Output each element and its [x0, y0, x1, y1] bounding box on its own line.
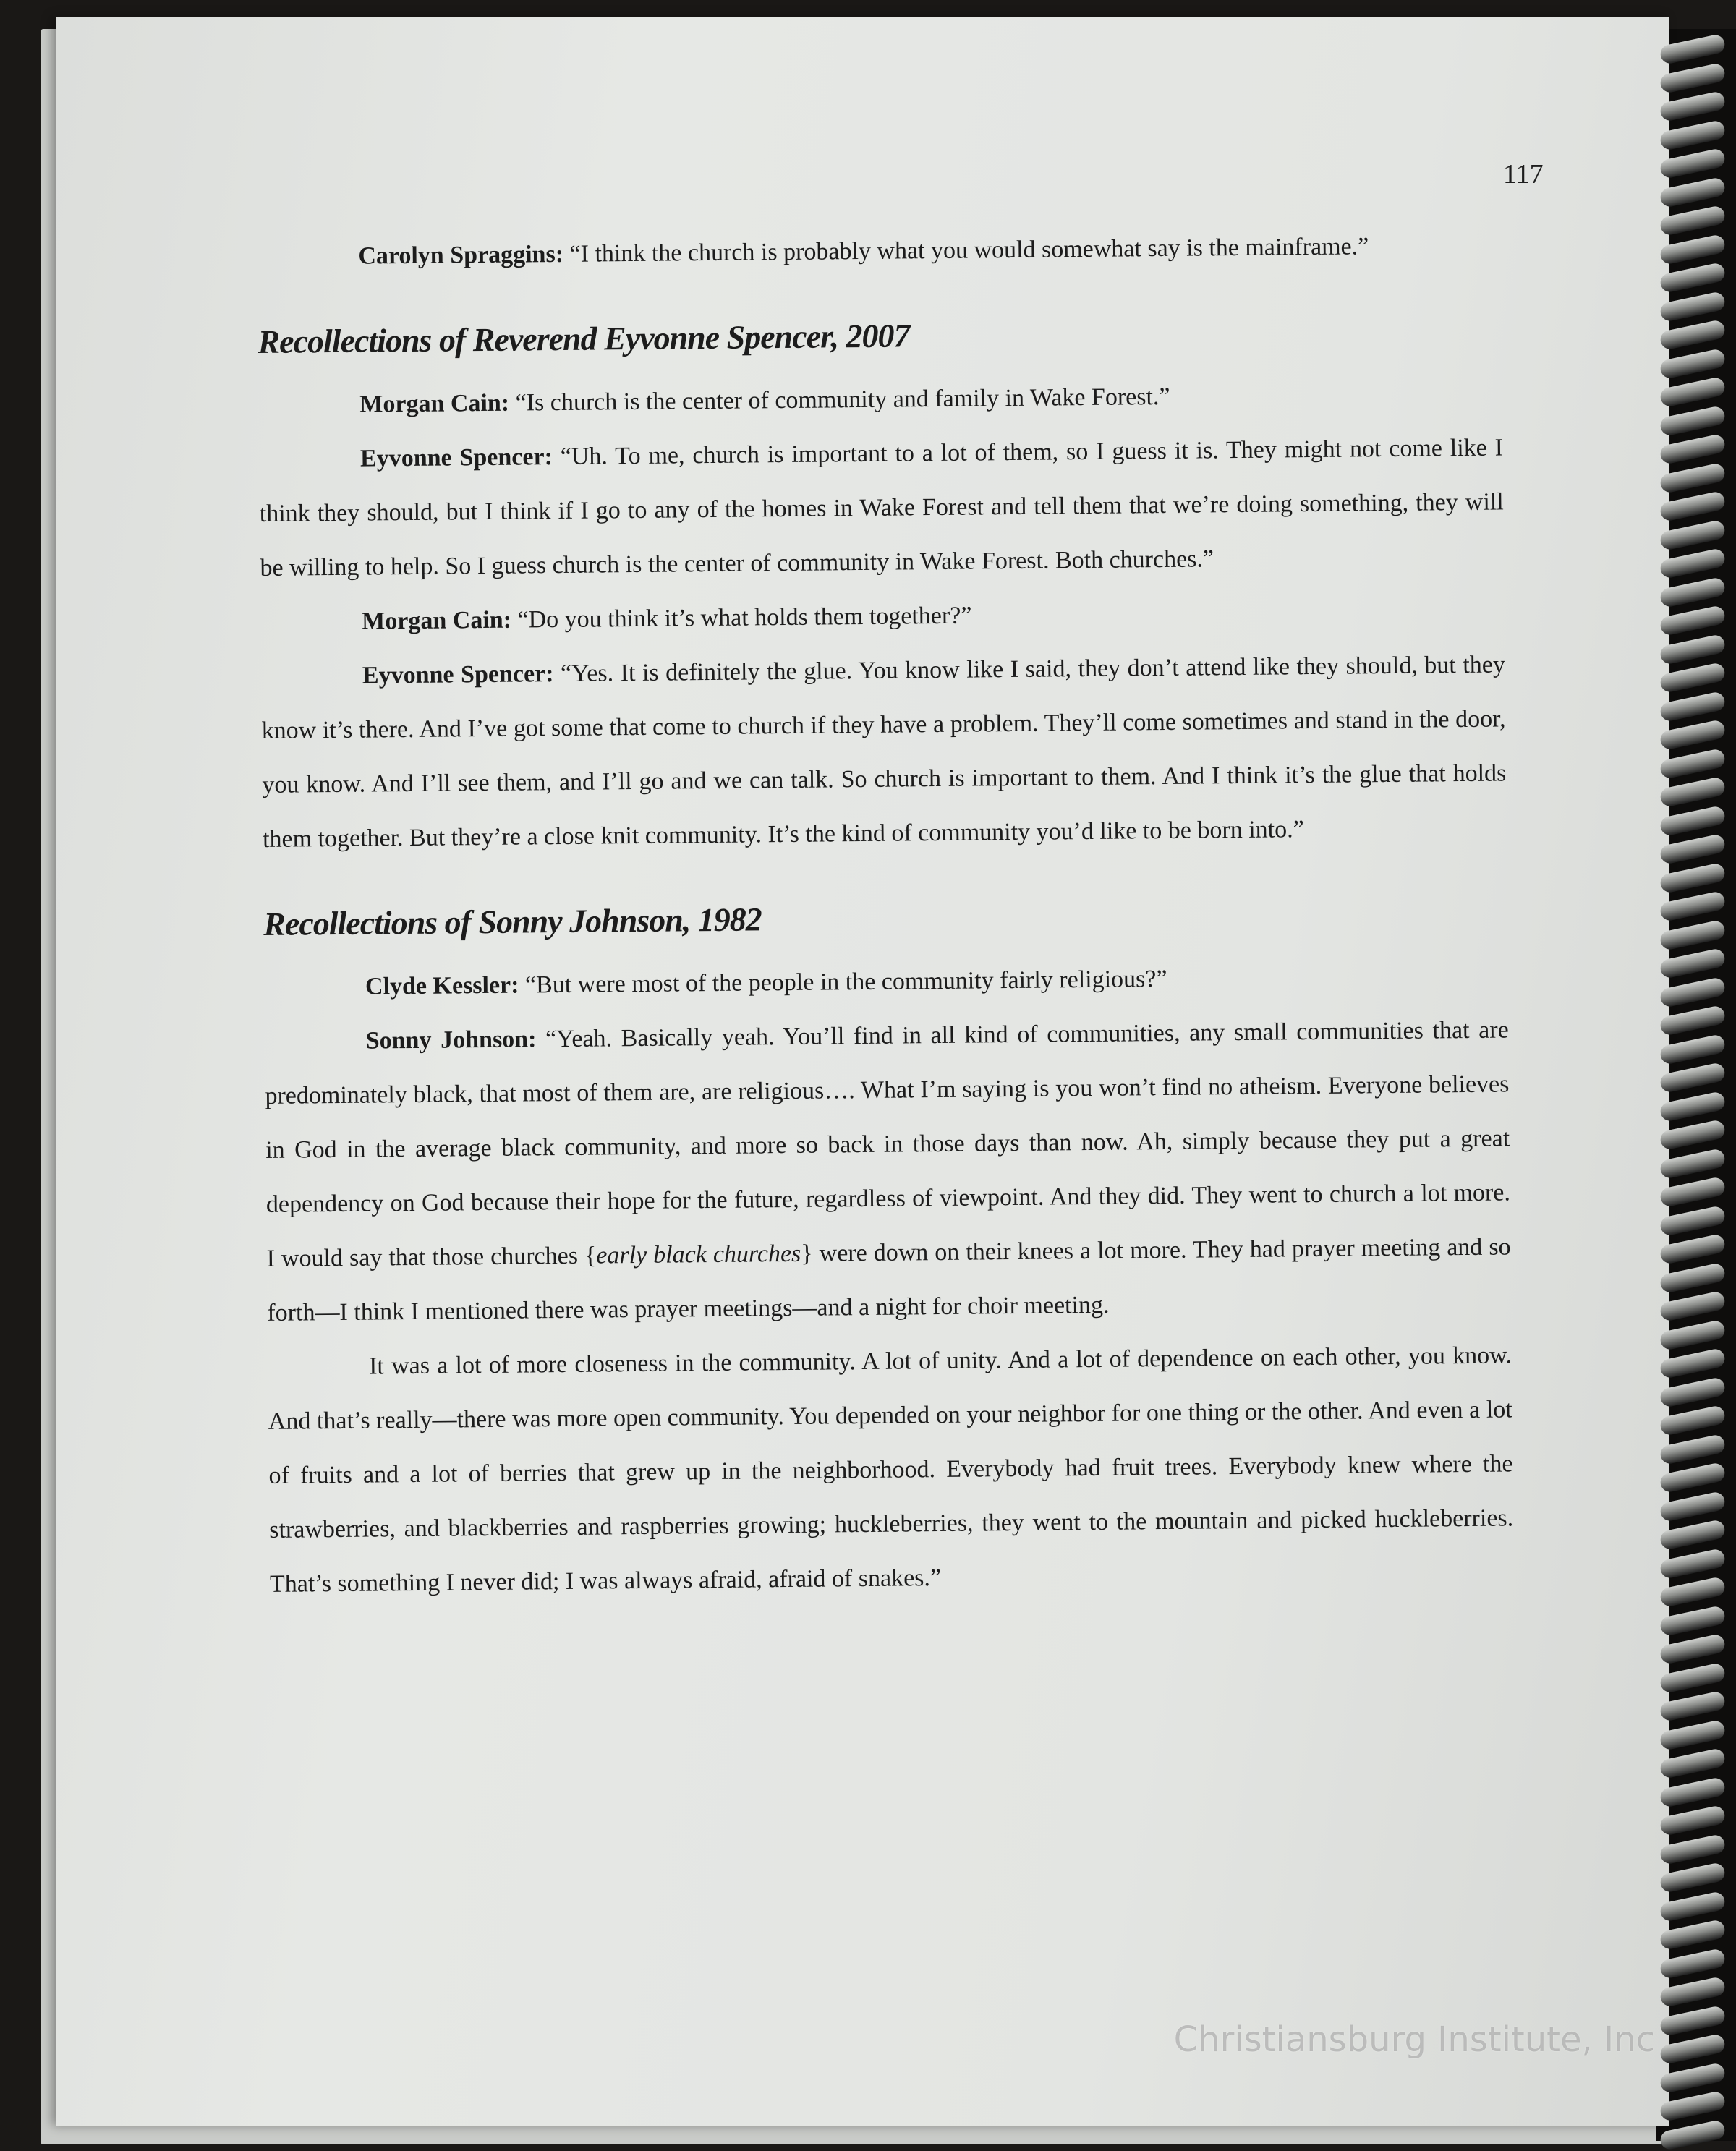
page-content — [257, 218, 1514, 1611]
speaker-name: Morgan Cain: — [362, 606, 512, 635]
paragraph-eyvonne-spencer-answer-2 — [261, 637, 1507, 866]
watermark: Christiansburg Institute, Inc — [1173, 2019, 1655, 2060]
page-number: 117 — [1503, 159, 1544, 189]
paragraph-sonny-johnson-continued — [268, 1328, 1515, 1611]
paragraph-text-continued: } were down on their knees a lot more. They had prayer meeting and so forth—I think I mentioned there was prayer meetings—and a night for choir meeting. — [267, 1233, 1511, 1326]
paragraph-text: “Yeah. Basically yeah. You’ll find in all kind of communities, any small communities that are predominately black, that most of them are, are religious…. What I’m saying is you won’t find no atheism. Everyone believes in God in the average black community, and more so back in those days than now. Ah, simply because they put a great dependency on God because their hope for the future, regardless of viewpoint. And they did. They went to church a lot more. I would say that those churches { — [265, 1016, 1511, 1272]
paragraph-text: “But were most of the people in the community fairly religious?” — [519, 965, 1167, 999]
paragraph-text: It was a lot of more closeness in the community. A lot of unity. And a lot of dependence on each other, you know. And that’s really—there was more open community. You depended on your neighbor for one thing or the other. And even a lot of fruits and a lot of berries that grew up in the neighborhood. Everybody had fruit trees. Everybody knew where the strawberries, and blackberries and raspberries growing; huckleberries, they went to the mountain and picked huckleberries. That’s something I never did; I was always afraid, afraid of snakes.” — [268, 1342, 1514, 1598]
paragraph-text: “Do you think it’s what holds them together?” — [511, 602, 972, 634]
speaker-name: Carolyn Spraggins: — [358, 240, 564, 270]
speaker-name: Clyde Kessler: — [365, 971, 519, 1000]
section-heading-sonny-johnson: Recollections of Sonny Johnson, 1982 — [263, 900, 762, 942]
paragraph-eyvonne-spencer-answer-1 — [259, 420, 1505, 595]
paragraph-sonny-johnson-answer — [264, 1002, 1511, 1339]
speaker-name: Eyvonne Spencer: — [359, 443, 553, 472]
paragraph-carolyn-spraggins — [257, 218, 1502, 284]
paragraph-text: “Uh. To me, church is important to a lot of them, so I guess it is. They might not come like I think they should, but I think if I go to any of the homes in Wake Forest and tell them that we’re doing something, they will be willing to help. So I guess church is the center of community in Wake Forest. Both churches.” — [259, 434, 1504, 582]
speaker-name: Morgan Cain: — [359, 389, 510, 418]
paragraph-text: “Yes. It is definitely the glue. You know like I said, they don’t attend like they should, but they know it’s there. And I’ve got some that come to church if they have a problem. They’ll come sometimes and stand in the door, you know. And I’ll see them, and I’ll go and we can talk. So church is important to them. And I think it’s the glue that holds them together. But they’re a close knit community. It’s the kind of community you’d like to be born into.” — [261, 651, 1507, 853]
editorial-note: early black churches — [596, 1240, 801, 1269]
speaker-name: Eyvonne Spencer: — [362, 660, 554, 689]
paragraph-text: “Is church is the center of community and family in Wake Forest.” — [509, 383, 1170, 417]
paragraph-text: “I think the church is probably what you would somewhat say is the mainframe.” — [563, 233, 1369, 268]
speaker-name: Sonny Johnson: — [365, 1026, 537, 1055]
section-heading-eyvonne-spencer: Recollections of Reverend Eyvonne Spencer, 2007 — [258, 317, 910, 360]
